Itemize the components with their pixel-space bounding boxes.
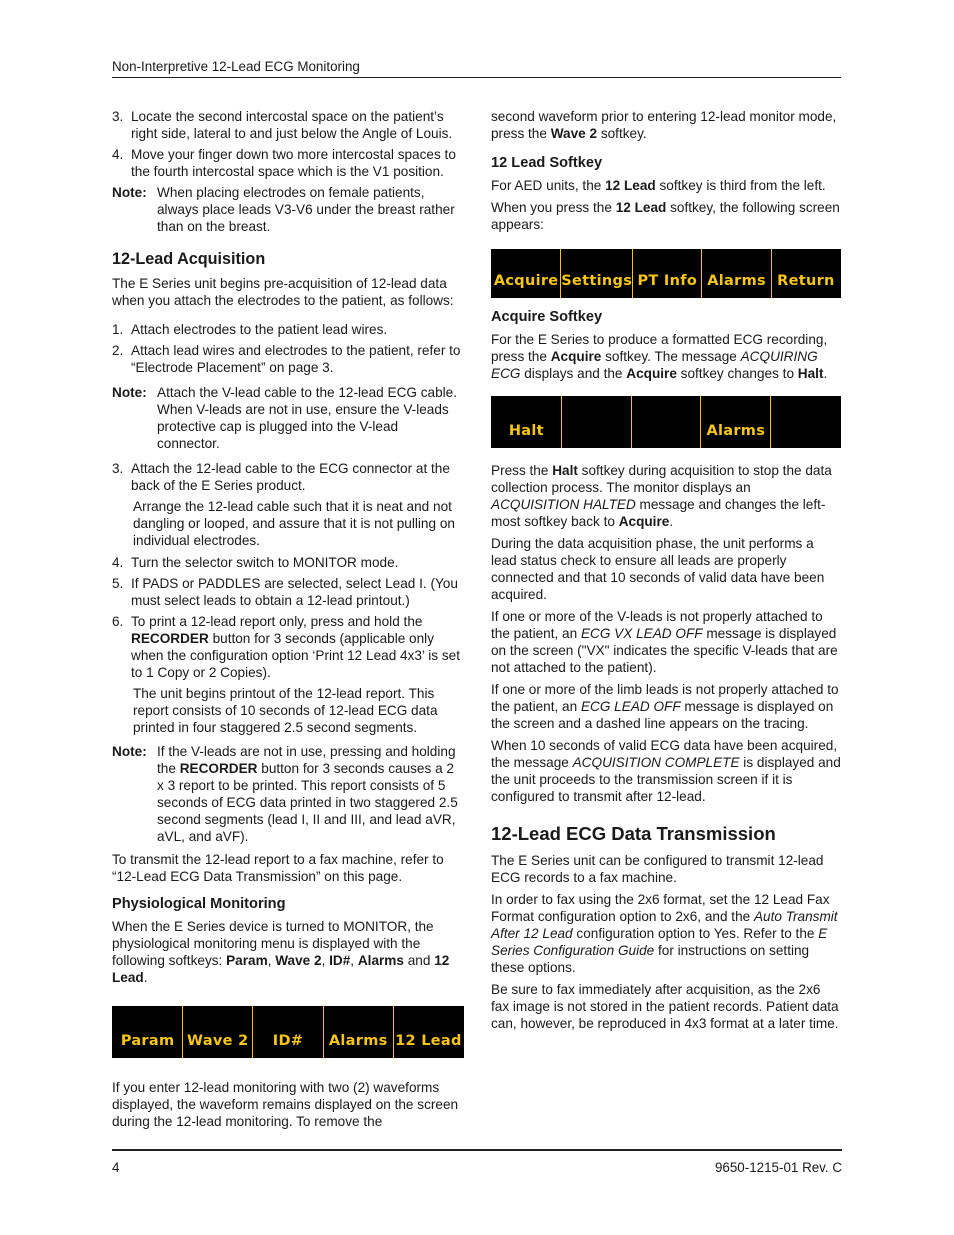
- softkey-blank: [631, 396, 701, 448]
- softkey-blank: [561, 396, 631, 448]
- paragraph: If you enter 12-lead monitoring with two (2) waveforms displayed, the waveform remains displayed on the screen during the 12-lead monitoring. To remove the: [112, 1080, 459, 1129]
- list-item: 4. Turn the selector switch to MONITOR mode.: [112, 555, 399, 570]
- section-heading-acquisition: 12-Lead Acquisition: [112, 250, 266, 268]
- list-item: 3. Attach the 12-lead cable to the ECG connector at the back of the E Series product.: [112, 461, 450, 493]
- softkey-bar-acquiring: [491, 396, 841, 448]
- list-item: 5. If PADS or PADDLES are selected, select Lead I. (You must select leads to obtain a 12-lead printout.): [112, 576, 458, 608]
- paragraph: If one or more of the V-leads is not properly attached to the patient, an ECG VX LEAD OFF message is displayed on the screen ("VX" indicates the specific V-leads that are not attached to the patient).: [491, 609, 838, 675]
- note: Note: Attach the V-lead cable to the 12-lead ECG cable. When V-leads are not in use, ensure the V-leads protective cap is plugged into the V-lead connector.: [112, 385, 458, 451]
- paragraph: Press the Halt softkey during acquisition to stop the data collection process. The monitor displays an ACQUISITION HALTED message and changes the left-most softkey back to Acquire.: [491, 463, 832, 529]
- section-heading-transmission: 12-Lead ECG Data Transmission: [491, 823, 776, 844]
- section-heading-12-lead-softkey: 12 Lead Softkey: [491, 155, 603, 171]
- paragraph: For AED units, the 12 Lead softkey is third from the left.: [491, 178, 826, 193]
- running-header: Non-Interpretive 12-Lead ECG Monitoring: [112, 59, 360, 74]
- section-heading-physiological: Physiological Monitoring: [112, 896, 286, 912]
- paragraph: When the E Series device is turned to MONITOR, the physiological monitoring menu is displayed with the following softkeys: Param, Wave 2, ID#, Alarms and 12 Lead.: [112, 919, 450, 985]
- header-rule: [112, 77, 841, 78]
- softkey-halt: Halt: [508, 423, 544, 439]
- section-heading-acquire-softkey: Acquire Softkey: [491, 309, 603, 325]
- softkey-blank: [770, 396, 840, 448]
- softkey-bar-12-lead: [491, 249, 841, 298]
- softkey-return: Return: [771, 249, 840, 298]
- paragraph: Be sure to fax immediately after acquisition, as the 2x6 fax image is not stored in the patient records. Patient data can, however, be reproduced in 4x3 format at a later time.: [491, 982, 839, 1031]
- footer-rule: [112, 1149, 842, 1151]
- note: Note: When placing electrodes on female patients, always place leads V3-V6 under the breast rather than on the breast.: [112, 185, 455, 234]
- left-column: [112, 108, 464, 1135]
- list-item: 6. To print a 12-lead report only, press and hold the RECORDER button for 3 seconds (applicable only when the configuration option ‘Print 12 Lead 4x3’ is set to 1 Copy or 2 Copies).: [112, 614, 460, 680]
- paragraph: Arrange the 12-lead cable such that it is neat and not dangling or looped, and assure that it is not pulling on individual electrodes.: [133, 499, 455, 548]
- paragraph: second waveform prior to entering 12-lead monitor mode, press the Wave 2 softkey.: [491, 109, 837, 141]
- page-number: 4: [112, 1160, 120, 1175]
- paragraph: To transmit the 12-lead report to a fax machine, refer to “12-Lead ECG Data Transmission” on this page.: [112, 852, 444, 884]
- paragraph: The E Series unit can be configured to transmit 12-lead ECG records to a fax machine.: [491, 853, 824, 885]
- paragraph: The E Series unit begins pre-acquisition of 12-lead data when you attach the electrodes to the patient, as follows:: [112, 276, 454, 308]
- softkey-acquire: Acquire: [493, 273, 559, 289]
- paragraph: If one or more of the limb leads is not properly attached to the patient, an ECG LEAD OFF message is displayed on the screen and a dashed line appears on the tracing.: [491, 682, 839, 731]
- softkey-wave-2: Wave 2: [182, 1006, 252, 1058]
- paragraph: For the E Series to produce a formatted ECG recording, press the Acquire softkey. The message ACQUIRING ECG displays and the Acquire softkey changes to Halt.: [491, 332, 828, 381]
- softkey-alarms: Alarms: [323, 1006, 393, 1058]
- paragraph: The unit begins printout of the 12-lead report. This report consists of 10 seconds of 12-lead ECG data printed in four staggered 2.5 second segments.: [133, 686, 438, 735]
- document-id: 9650-1215-01 Rev. C: [714, 1160, 842, 1175]
- list-item: 3. Locate the second intercostal space on the patient’s right side, lateral to and just below the Angle of Louis.: [112, 109, 453, 141]
- softkey-12-lead: 12 Lead: [393, 1006, 463, 1058]
- softkey-bar-monitoring: [112, 1006, 464, 1058]
- list-item: 2. Attach lead wires and electrodes to the patient, refer to “Electrode Placement” on page 3.: [112, 343, 461, 375]
- paragraph: During the data acquisition phase, the unit performs a lead status check to ensure all leads are properly connected and that 10 seconds of valid data have been acquired.: [491, 536, 825, 602]
- softkey-alarms: Alarms: [700, 396, 770, 448]
- note: Note: If the V-leads are not in use, pressing and holding the RECORDER button for 3 seconds causes a 2 x 3 report to be printed. This report consists of 5 seconds of ECG data printed in two staggered 2.5 second segments (lead I, II and III, and lead aVR, aVL, and aVF).: [112, 744, 458, 844]
- softkey-alarms: Alarms: [701, 249, 770, 298]
- list-item: 1. Attach electrodes to the patient lead wires.: [112, 322, 388, 337]
- softkey-param: Param: [120, 1033, 175, 1049]
- right-column: [491, 108, 841, 1037]
- softkey-id: ID#: [252, 1006, 322, 1058]
- softkey-pt-info: PT Info: [632, 249, 701, 298]
- softkey-settings: Settings: [560, 249, 632, 298]
- list-item: 4. Move your finger down two more intercostal spaces to the fourth intercostal space which is the V1 position.: [112, 147, 456, 179]
- paragraph: When 10 seconds of valid ECG data have been acquired, the message ACQUISITION COMPLETE is displayed and the unit proceeds to the transmission screen if it is configured to transmit after 12-lead.: [491, 738, 841, 804]
- paragraph: In order to fax using the 2x6 format, set the 12 Lead Fax Format configuration option to 2x6, and the Auto Transmit After 12 Lead configuration option to Yes. Refer to the E Series Configuration Guide for instructions on setting these options.: [491, 892, 838, 975]
- paragraph: When you press the 12 Lead softkey, the following screen appears:: [491, 200, 840, 232]
